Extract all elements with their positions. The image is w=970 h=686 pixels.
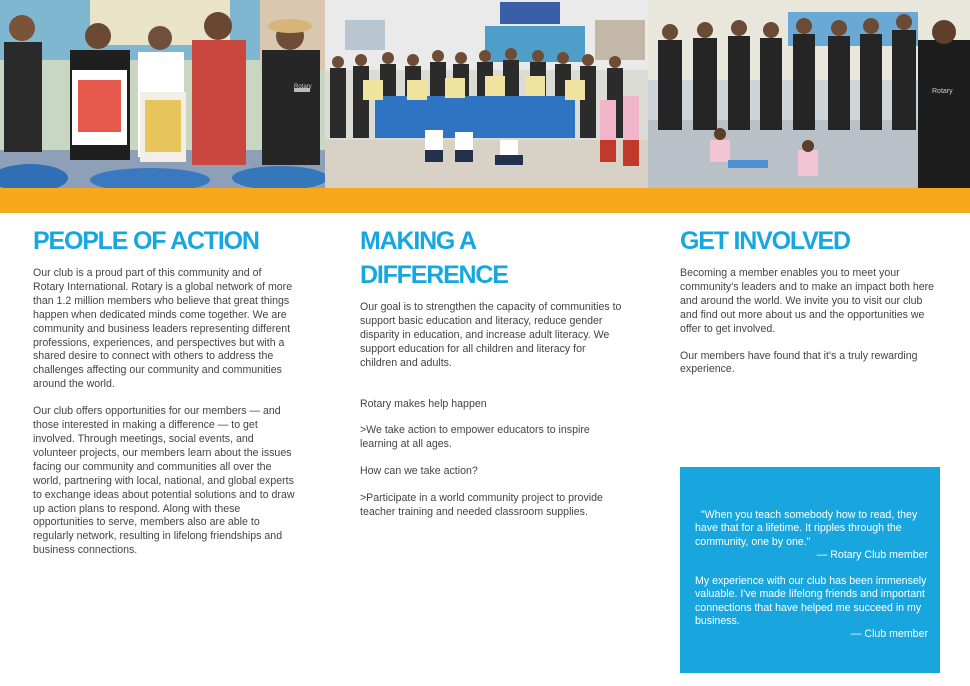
section-title-making-a-difference: MAKING A DIFFERENCE xyxy=(360,227,508,289)
rotary-vest-text: Rotary xyxy=(932,88,953,95)
photo-classroom-group xyxy=(325,0,648,188)
body-line: Rotary makes help happen xyxy=(360,397,487,410)
section-making-a-difference xyxy=(360,224,622,520)
body-paragraph: Becoming a member enables you to meet your community's leaders and to make an impact both here and around the world. We invite you to visit our club and find out more about us and the opportunities we offer to get involved. xyxy=(680,267,935,335)
rotary-vest-text: Rotary xyxy=(294,84,312,90)
testimonial-box xyxy=(680,467,940,673)
testimonial-quote: "When you teach somebody how to read, they have that for a lifetime. It ripples through the community, one by one." xyxy=(695,509,918,548)
photo-donation-ceremony xyxy=(0,0,325,188)
section-title-get-involved: GET INVOLVED xyxy=(680,227,850,255)
body-line: >Participate in a world community project to provide teacher training and needed classroom supplies. xyxy=(360,492,603,519)
photo-members-standing xyxy=(648,0,970,188)
section-title-people-of-action: PEOPLE OF ACTION xyxy=(33,227,259,255)
body-paragraph: Our club is a proud part of this community and of Rotary International. Rotary is a global network of more than 1.2 million members who believe that great things happen when dedicated minds come together. We are community and business leaders representing different professions, experiences, and perspectives but with a shared desire to connect with others to address the challenges affecting our community and communities around the world. xyxy=(33,267,293,391)
body-paragraph: Our members have found that it's a truly rewarding experience. xyxy=(680,349,918,376)
section-get-involved xyxy=(680,224,942,377)
photo-strip xyxy=(0,0,970,188)
section-people-of-action xyxy=(33,224,295,558)
testimonial-attribution: — Rotary Club member xyxy=(816,548,928,561)
body-line: >We take action to empower educators to inspire learning at all ages. xyxy=(360,424,590,451)
body-paragraph: Our club offers opportunities for our members — and those interested in making a difference — to get involved. Through meetings, social events, and volunteer projects, our members learn about the issues facing our community and communities all over the world, partnering with local, national, and global experts to exchange ideas about potential solutions and to draw up action plans to respond. Along with these opportunities to serve, members also are able to regularly network, resulting in lifelong friendships and business connections. xyxy=(33,405,295,557)
testimonial-quote: My experience with our club has been immensely valuable. I've made lifelong friends and important connections that have helped me succeed in my business. xyxy=(695,575,927,628)
accent-band xyxy=(0,188,970,213)
body-paragraph: Our goal is to strengthen the capacity of communities to support basic education and literacy, reduce gender disparity in education, and increase adult literacy. We support education for all children and literacy for children and adults. xyxy=(360,301,622,369)
body-line: How can we take action? xyxy=(360,465,478,478)
testimonial-attribution: — Club member xyxy=(850,628,928,641)
